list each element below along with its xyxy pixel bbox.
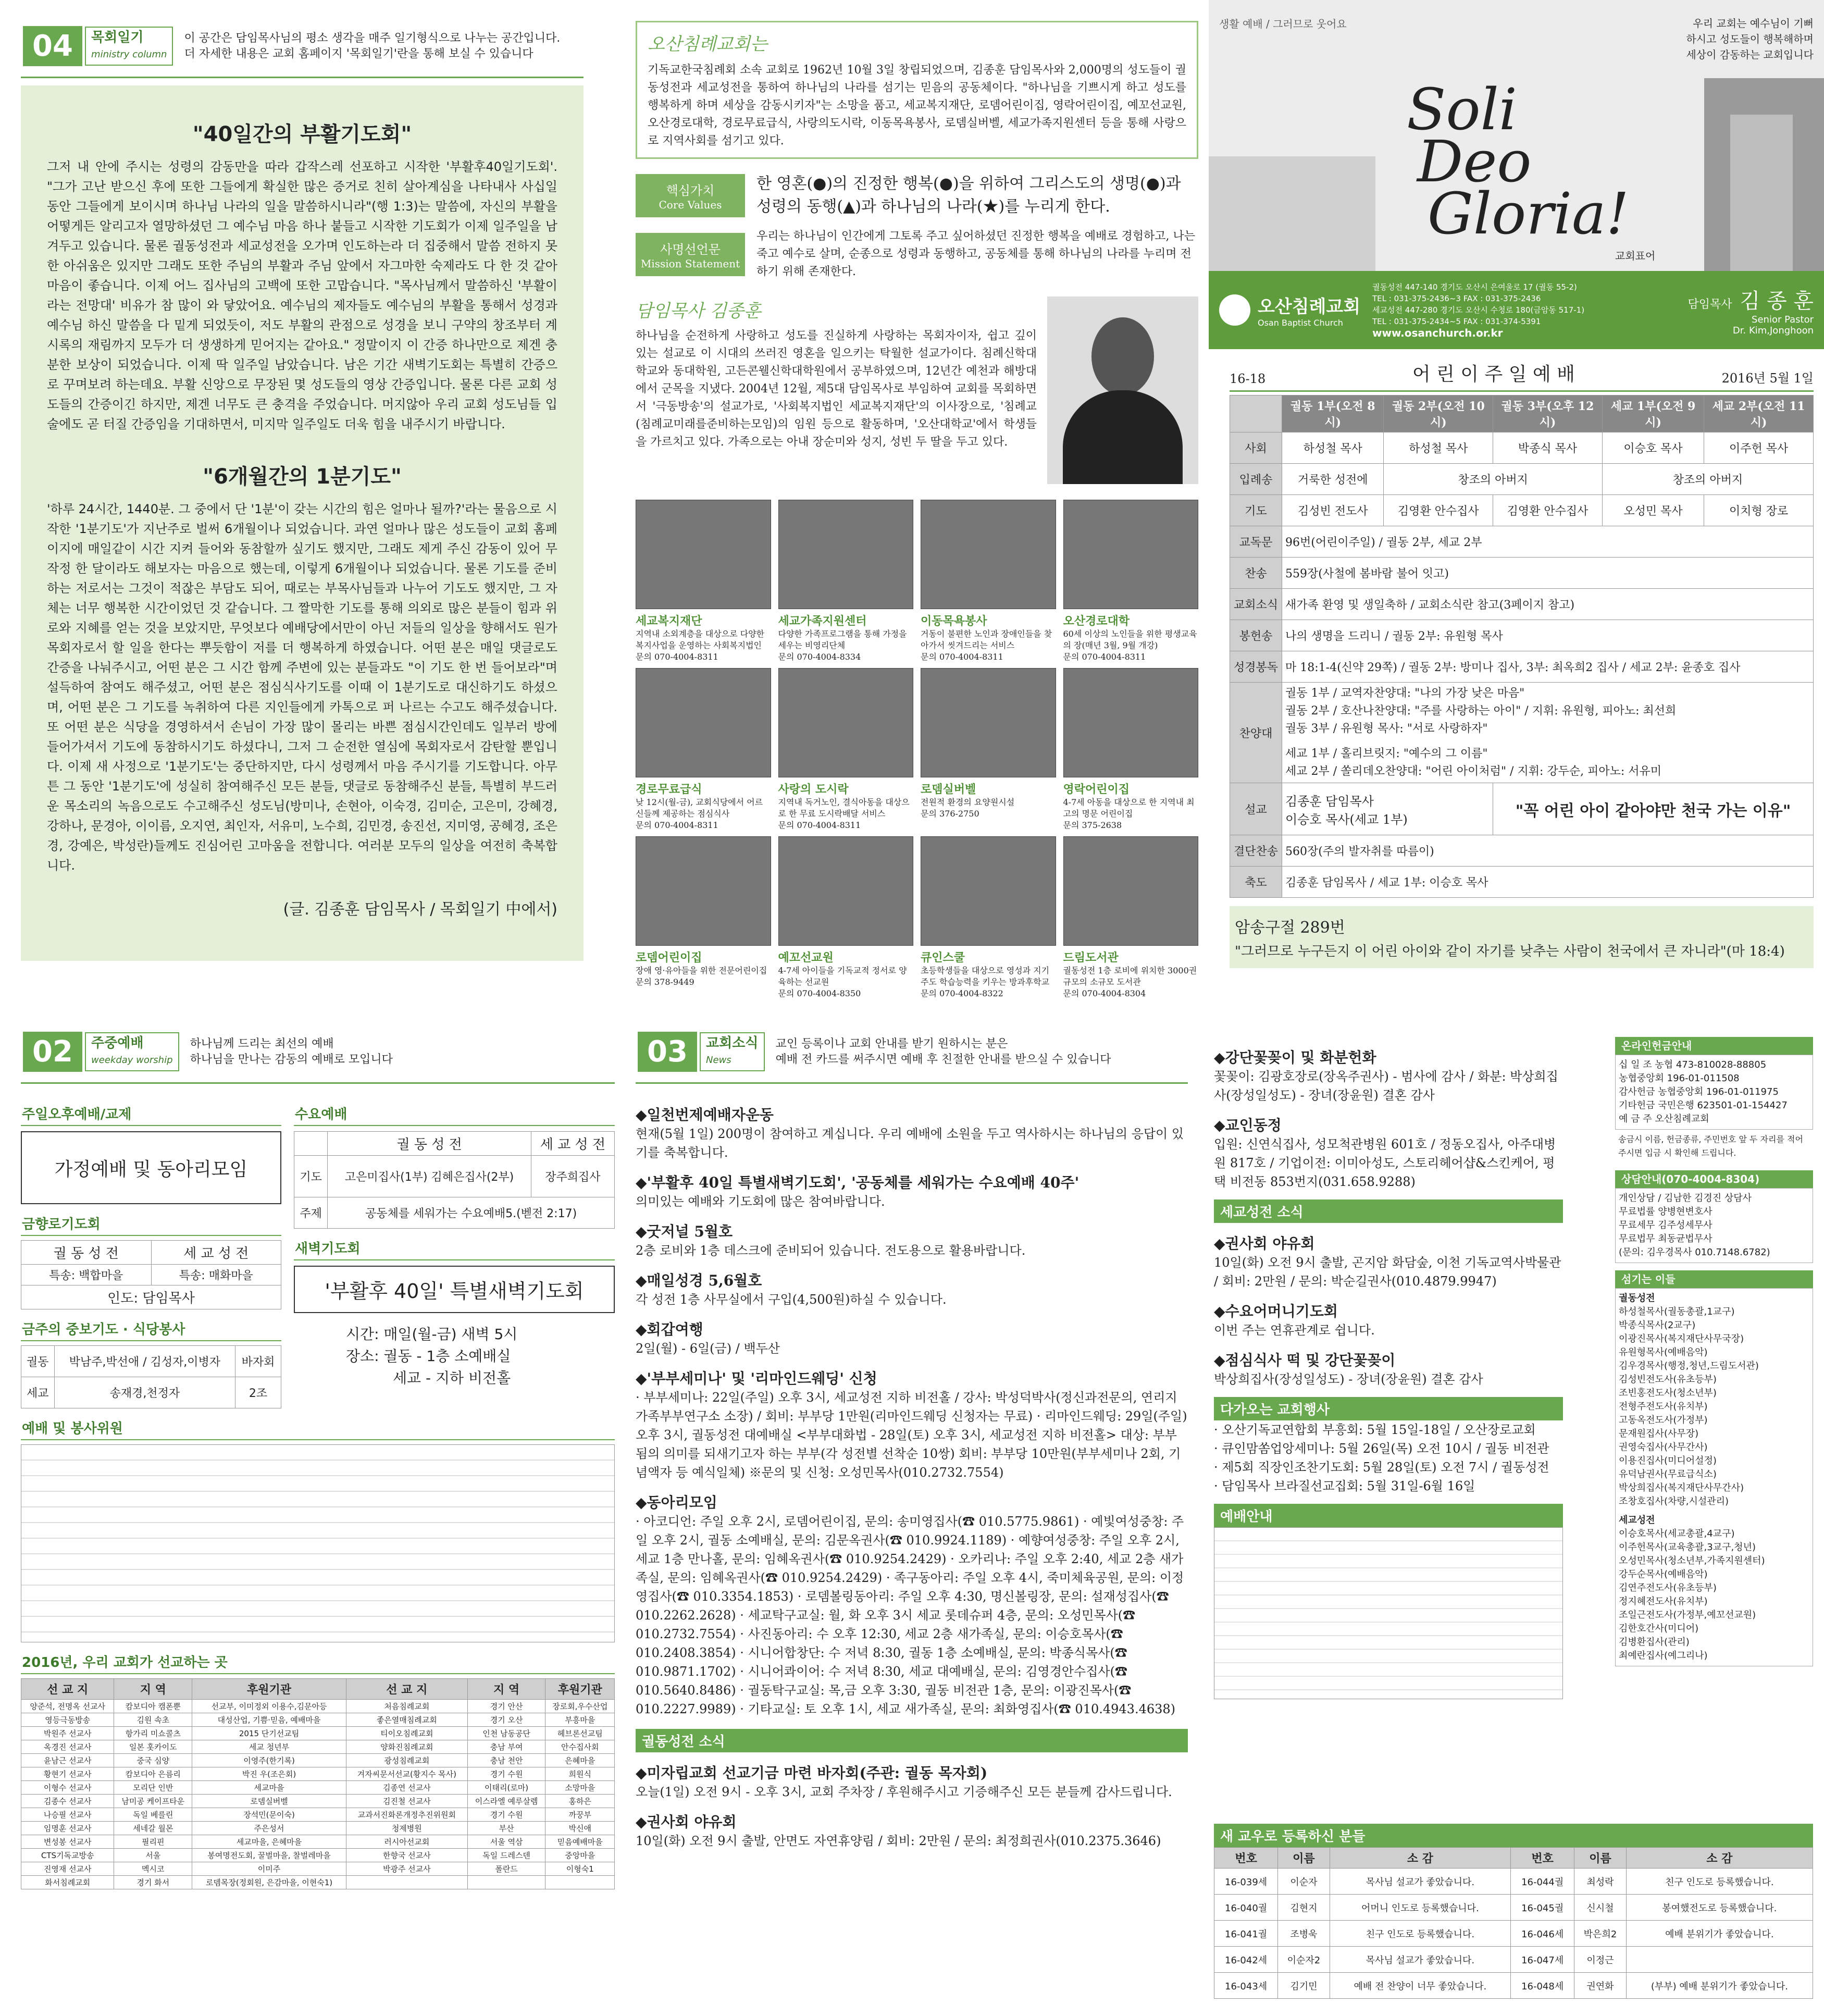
issue-number: 16-18 — [1230, 372, 1266, 386]
column-body-1: 그저 내 안에 주시는 성령의 감동만을 따라 갑작스레 선포하고 시작한 '부활후40일기도회'. "그가 고난 받으신 후에 또한 그들에게 확실한 많은 증거로 친히 살아계심을 나타내사 사십일 동안 그들에게 보이시며 하나님 나라의 일을 말씀하시니라"(행 1:3)는 말씀에, 자신의 부활을 어떻게든 알리고자 열망하셨던 그 예수님 마음 하나 붙들고 시작한 기도회가 이제 일주일을 남겨두고 있습니다. 물론 궐동성전과 세교성전을 오가며 인도하는라 더 집중해서 말씀 전하지 못한 아쉬움은 있지만 그래도 또한 주님의 부활과 주님 앞에서 자그마한 숙제라도 다 한 것 같아 마음이 좋습니다. 이제 어느 집사님의 고백에 또한 고맙습니다. "목사님께서 말씀하신 '부활이라는 전망대' 비유가 참 많이 와 닿았어요. 예수님의 제자들도 예수님의 부활을 통해서 성경과 예수님 하신 말씀을 다 밑게 되었듯이, 저도 부활의 관점으로 성경을 보니 구약의 창조부터 계시록의 재림까지 모두가 더 생생하게 믿어지는 같아요." 정말이지 이 간증 하나만으로 제겐 충분한 보상이 되었습니다. 이제 딱 일주일 남았습니다. 남은 기간 새벽기도회는 특별히 간증으로 꾸며보려 하는데요. 부활 신앙으로 무장된 몇 성도들의 영상 간증입니다. 물론 다른 교회 성도들의 간증이긴 하지만, 제겐 너무도 큰 충격을 주었습니다. 머지않아 우리 교회 성도님들 입술에도 곧 터질 간증임을 기대하면서, 미지막 일주일도 더욱 힘을 내주시기 바랍니다. — [47, 159, 557, 431]
ministry-phone: 문의 070-4004-8334 — [778, 652, 861, 662]
counseling-item: (문의: 김우경목사 010.7148.6782) — [1619, 1247, 1770, 1258]
table-row: 박원주 선교사 항가리 미쇼콜츠 2015 단기선교팀 티이오침례교회 인천 남동공단 헤브론선교팀 — [21, 1727, 615, 1740]
sunday-afternoon-heading: 주일오후예배/교제 — [21, 1102, 281, 1126]
ministry-card — [778, 836, 914, 999]
column-title-1: "40일간의 부활기도회" — [192, 122, 412, 146]
ministry-photo — [778, 668, 914, 777]
ministry-photo — [1063, 836, 1199, 946]
church-intro-heading: 오산침례교회는 — [648, 34, 767, 55]
counseling-item: 무료법률 양병현변호사 — [1619, 1206, 1713, 1217]
section-tag: 주중예배 weekday worship — [85, 1032, 179, 1071]
news-item-body: 꽃꽂이: 김광호장로(장옥주권사) - 범사에 감사 / 화분: 박상희집사(장성일성도) - 장녀(장윤원) 결혼 감사 — [1214, 1069, 1558, 1103]
news-item-title: ◆동아리모임 — [636, 1494, 717, 1511]
ministry-card — [921, 836, 1056, 999]
news-item-body: 2층 로비와 1층 데스크에 준비되어 있습니다. 전도용으로 활용바랍니다. — [636, 1243, 1026, 1258]
service-heading: 예배 및 봉사위원 — [21, 1416, 615, 1440]
news-item-title: ◆일천번제예배자운동 — [636, 1106, 774, 1123]
motto-line-2: Deo — [1417, 128, 1532, 195]
news-item-title: ◆강단꽃꽂이 및 화분헌화 — [1214, 1049, 1376, 1066]
ministry-title: 이동목욕봉사 — [921, 614, 987, 628]
table-row: 영등극동방송 김원 속초 대성산업, 기쁨·믿음, 예배마을 좋은열매침례교회 경기 오산 부흥마을 — [21, 1713, 615, 1727]
news-item-body: 의미있는 예배와 기도회에 많은 참여바랍니다. — [636, 1194, 885, 1209]
staff-item: 이용진집사(미디어설정) — [1619, 1455, 1717, 1466]
ministry-desc: 전원적 환경의 요양원시설 — [921, 797, 1015, 807]
ministry-card — [636, 500, 771, 663]
worship-date: 2016년 5월 1일 — [1721, 371, 1814, 386]
section-tag: 교회소식 News — [700, 1032, 764, 1071]
mission-heading: 2016년, 우리 교회가 선교하는 곳 — [21, 1650, 615, 1674]
ministry-phone: 문의 070-4004-8311 — [636, 820, 718, 830]
pastor-bio: 하나님을 순전하게 사랑하고 성도를 진실하게 사랑하는 목회자이자, 쉽고 깊이 있는 설교로 이 시대의 쓰러진 영혼을 일으키는 탁월한 설교가이다. 침례신학대학교와 동대학원, 고든콘웰신학대학원에서 공부하였으며, 12년간 예천과 해방대에서 군목을 지냈다. 2004년 12월, 제5대 담임목사로 부임하여 교회를 목회하면서 '극동방송'의 설교가로, '사회복지법인 세교복지재단'의 이사장으로, '침례교(침례교미래를준비하는모임)의 임원 등으로 활동하며, '오산대학교'에서 학생들을 가르치고 있다. 가족으로는 아내 장순미와 성지, 성빈 두 딸을 두고 있다. — [636, 329, 1037, 449]
mission-text: 우리는 하나님이 인간에게 그토록 주고 싶어하셨던 진정한 행복을 예배로 경험하고, 나는 죽고 예수로 살며, 순종으로 성령과 동행하고, 공동체를 통해 하나님의 나라를 누리며 전하기 위해 존재한다. — [756, 230, 1195, 278]
ministry-phone: 문의 070-4004-8311 — [778, 820, 861, 830]
newcomers-heading: 새 교우로 등록하신 분들 — [1214, 1824, 1813, 1847]
online-offering-note: 송금시 이름, 헌금종류, 주민번호 앞 두 자리를 적어주시면 입금 시 확인해 드립니다. — [1618, 1134, 1803, 1158]
event-item: · 담임목사 브라질선교집회: 5월 31일-6월 16일 — [1214, 1479, 1475, 1493]
ministry-photo — [778, 500, 914, 609]
staff-item: 유원형목사(예배음악) — [1619, 1347, 1708, 1358]
table-row: 16-042세 이순자2 목사님 설교가 좋았습니다. 16-047세 이정근 — [1214, 1947, 1813, 1973]
worship-title: 어 린 이 주 일 예 배 — [1412, 364, 1575, 385]
ministry-desc: 거동이 불편한 노인과 장애인들을 찾아가서 씻겨드리는 서비스 — [921, 629, 1052, 650]
friday-prayer-heading: 금향로기도회 — [21, 1211, 281, 1236]
staff-item: 강두순목사(예배음악) — [1619, 1569, 1708, 1580]
staff-heading: 섬기는 이들 — [1615, 1270, 1813, 1288]
table-row: 16-041궐 조병욱 친구 인도로 등록했습니다. 16-046세 박은희2 예배 분위기가 좋았습니다. — [1214, 1921, 1813, 1947]
ministry-card — [636, 836, 771, 999]
ministries-grid — [636, 500, 1198, 999]
page-number: 02 — [23, 1032, 82, 1072]
column-signature: (글. 김종훈 담임목사 / 목회일기 中에서) — [283, 900, 557, 919]
column-title-2: "6개월간의 1분기도" — [203, 465, 402, 489]
event-item: · 오산기독교연합회 부흥회: 5월 15일-18일 / 오산장로교회 — [1214, 1423, 1536, 1437]
church-name: 오산침례교회 — [1258, 296, 1361, 317]
ministry-title: 오산경로대학 — [1063, 614, 1130, 628]
pastor-photo — [1047, 296, 1198, 484]
news-item-body: 10일(화) 오전 9시 출발, 안면도 자연휴양림 / 회비: 2만원 / 문의: 최정희권사(010.2375.3646) — [636, 1834, 1161, 1848]
cover-image — [1209, 0, 1824, 271]
schedule-table — [1214, 1527, 1563, 1699]
ministry-card — [778, 500, 914, 663]
news-item-body: 이번 주는 연휴관계로 쉽니다. — [1214, 1323, 1375, 1338]
cover-page — [1209, 0, 1824, 1000]
ministry-desc: 지역내 소외계층을 대상으로 다양한 복지사업을 운영하는 사회복지법인 — [636, 629, 765, 650]
ministry-card — [921, 668, 1056, 831]
news-item-title: ◆'부활후 40일 특별새벽기도회', '공동체를 세워가는 수요예배 40주' — [636, 1174, 1079, 1191]
news-item-body: 2일(월) - 6일(금) / 백두산 — [636, 1341, 780, 1356]
ministry-photo — [921, 500, 1056, 609]
staff-item: 문재원집사(사무장) — [1619, 1428, 1699, 1439]
cover-tagline: 우리 교회는 예수님이 기뻐하시고 성도들이 행복해하며 세상이 감동하는 교회입니다 — [1686, 17, 1814, 61]
motto-line-3: Gloria! — [1428, 180, 1629, 247]
ministry-photo — [1063, 500, 1199, 609]
staff-item: 권영숙집사(사무간사) — [1619, 1442, 1708, 1453]
ministry-phone: 문의 070-4004-8311 — [636, 652, 718, 662]
ministry-title: 사랑의 도시락 — [778, 783, 849, 796]
staff-item: 조일근전도사(가정부,예꼬선교원) — [1619, 1610, 1756, 1621]
worship-order-table: 궐동 1부(오전 8시) 궐동 2부(오전 10시) 궐동 3부(오후 12시) 세교 1부(오전 9시) 세교 2부(오전 11시) 사회 하성철 목사 하성철 목사 박종식 목사 이승호 목사 이주헌 목사 입례송 거룩한 성전에 창조의 아버지 창조의 아버지 기도 김성빈 전도사 김영환 안수집사 김영환 안수집사 오성민 목사 이치형 장로 교독문 96번(어린이주일) / 궐동 2부, 세교 2부 찬송 559장(사철에 봄바람 불어 잇고) 교회소식 새가족 환영 및 생일축하 / 교회소식란 참고(3페이지 참고) 봉헌송 나의 생명을 드리니 / 궐동 2부: 유원형 목사 성경봉독 마 18:1-4(신약 29쪽) / 궐동 2부: 방미나 집사, 3부: 최옥희2 집사 / 세교 2부: 윤종호 집사 찬양대 궐동 1부 / 교역자찬양대: "나의 가장 낮은 마음" 궐동 2부 / 호산나찬양대: "주를 사랑하는 아이" / 지휘: 유원형, 피아노: 최선희 궐동 3부 / 유원형 목사: "서로 사랑하자" 세교 1부 / 홀리브릿지: "예수의 그 이름" 세교 2부 / 쏠리데오찬양대: "어린 아이처럼" / 지휘: 강두순, 피아노: 서유미 설교 김종훈 담임목사 이승호 목사(세교 1부) "꼭 어린 아이 같아야만 천국 가는 이유" 결단찬송 560장(주의 발자취를 따름이) 축도 김종훈 담임목사 / 세교 1부: 이승호 목사 — [1230, 395, 1814, 898]
table-row: 16-039세 이순자 목사님 설교가 좋았습니다. 16-044궐 최성락 친구 인도로 등록했습니다. — [1214, 1869, 1813, 1895]
news-item-body: · 아코디언: 주일 오후 2시, 로뎀어린이집, 문의: 송미영집사(☎ 010.5775.9861) · 예빛여성중창: 주일 오후 2시, 궐동 소예배실, 문의: 김문옥권사(☎ 010.9924.1189) · 예향여성중창: 주일 오후 2시, 세교 1층 만나홀, 문의: 임혜옥권사(☎ 010.9254.2429) · 오카리나: 주일 오후 2:40, 세교 2층 새가족실, 문의: 임혜옥권사(☎ 010.9254.2429) · 족구동아리: 주일 오후 4시, 죽미체육공원, 문의: 이정영집사(☎ 010.3354.1853) · 로뎀볼링동아리: 주일 오후 4:30, 명신볼링장, 문의: 설재성집사(☎ 010.2262.2628) · 세교탁구교실: 월, 화 오후 3시 세교 롯데슈퍼 4층, 문의: 오성민목사(☎ 010.2732.7554) · 사진동아리: 수 오후 12:30, 세교 2층 새가족실, 문의: 이승호목사(☎ 010.2408.3854) · 시니어합창단: 수 저녁 8:30, 궐동 1층 소예배실, 문의: 박종식목사(☎ 010.9871.1702) · 시니어콰이어: 수 저녁 8:30, 세교 대예배실, 문의: 김영경안수집사(☎ 010.5640.8486) · 궐동탁구교실: 목,금 오후 3:30, 궐동 비전관 1층, 문의: 이광진목사(☎ 010.2227.9989) · 기타교실: 토 오후 1시, 세교 새가족실, 문의: 최화영집사(☎ 010.4943.4638) — [636, 1514, 1184, 1716]
staff-item: 전형주전도사(유치부) — [1619, 1401, 1708, 1412]
ministry-title: 세교복지재단 — [636, 614, 702, 628]
dawn-prayer-box: '부활후 40일' 특별새벽기도회 — [294, 1266, 615, 1313]
section-tag: 목회일기 ministry column — [85, 27, 173, 66]
news-middle-column — [1214, 1037, 1563, 1699]
ministry-photo — [921, 836, 1056, 946]
table-row: 나승필 선교사 독일 베를린 장석민(문이숙) 교과서진화론개정추진위원회 경기 수원 까꿍부 — [21, 1808, 615, 1822]
ministry-title: 드림도서관 — [1063, 951, 1119, 964]
page-number: 04 — [23, 26, 82, 66]
ministry-photo — [921, 668, 1056, 777]
news-item-body: 10일(화) 오전 9시 출발, 곤지암 화담숲, 이천 기독교역사박물관 / 회비: 2만원 / 문의: 박순길권사(010.4879.9947) — [1214, 1255, 1561, 1289]
events-heading: 다가오는 교회행사 — [1214, 1397, 1563, 1420]
website-link[interactable]: www.osanchurch.or.kr — [1372, 327, 1503, 339]
mission-label: 사명선언문 Mission Statement — [636, 233, 745, 276]
address-1: 궐동성전 447-140 경기도 오산시 은여울로 17 (궐동 55-2) — [1372, 282, 1577, 292]
ministry-title: 예꼬선교원 — [778, 951, 834, 964]
news-item-body: · 부부세미나: 22일(주일) 오후 3시, 세교성전 지하 비전홀 / 강사: 박성덕박사(정신과전문의, 연리지가족부부연구소 소장) / 회비: 부부당 1만원(리마인드웨딩 신청자는 무료) · 리마인드웨딩: 29일(주일) 오후 3시, 궐동성전 대예배실 <부부대화법 - 28일(토) 오후 3시, 세교성전 지하 비전홀> 대상: 부부됨의 의미를 되새기고자 하는 부부(각 성전별 선착순 10쌍) 회비: 부부당 10만원(부부세미나 2회, 기념액자 등 예식일체) ※문의 및 신청: 오성민목사(010.2732.7554) — [636, 1390, 1187, 1480]
news-item-title: ◆권사회 야유회 — [636, 1813, 737, 1831]
ministry-phone: 문의 070-4004-8311 — [1063, 652, 1146, 662]
ministry-card — [1063, 668, 1199, 831]
news-item-title: ◆점심식사 떡 및 강단꽃꽂이 — [1214, 1352, 1396, 1369]
ministry-title: 경로무료급식 — [636, 783, 702, 796]
pastor-name-en: Dr. Kim,Jonghoon — [1732, 325, 1814, 336]
online-offering-heading: 온라인헌금안내 — [1615, 1037, 1813, 1055]
news-item-body: 박상희집사(장성일성도) - 장녀(장윤원) 결혼 감사 — [1214, 1372, 1483, 1387]
staff-item: 김우경목사(행정,청년,드림도서관) — [1619, 1361, 1759, 1371]
ministry-title: 로뎀실버벨 — [921, 783, 976, 796]
gwoldong-news-heading: 궐동성전 소식 — [636, 1729, 1188, 1752]
ministry-phone: 문의 376-2750 — [921, 809, 979, 819]
ministry-phone: 문의 375-2638 — [1063, 820, 1122, 830]
ministry-phone: 문의 378-9449 — [636, 977, 694, 987]
staff-item: 유덕남권사(무료급식소) — [1619, 1469, 1717, 1480]
staff-item: 이광진목사(복지재단사무국장) — [1619, 1333, 1744, 1344]
section-description: 하나님께 드리는 최선의 예배 하나님을 만나는 감동의 예배로 모입니다 — [190, 1037, 393, 1066]
ministry-card — [1063, 836, 1199, 999]
ministry-photo — [778, 836, 914, 946]
ministry-desc: 낮 12시(월-금), 교회식당에서 어르신들께 제공하는 점심식사 — [636, 797, 763, 819]
counseling-item: 개인상담 / 김남한 김경진 상담사 — [1619, 1193, 1752, 1204]
newcomers-section — [1214, 1824, 1813, 1999]
table-row: 옥경진 선교사 일본 홋카이도 세교 청년부 양화진침례교회 충남 부여 안수집사회 — [21, 1740, 615, 1754]
news-item-title: ◆미자립교회 선교기금 마련 바자회(주관: 궐동 목자회) — [636, 1764, 988, 1782]
ministry-phone: 문의 070-4004-8304 — [1063, 988, 1146, 998]
service-roster-table — [21, 1444, 615, 1642]
event-item: · 제5회 직장인조찬기도회: 5월 28일(토) 오전 7시 / 궐동성전 — [1214, 1460, 1549, 1475]
page-3 — [636, 1026, 1813, 2006]
table-row: 변성봉 선교사 필리핀 세교마을, 은혜마을 러시아선교회 서울 역삼 믿음예배마을 — [21, 1835, 615, 1849]
sunday-afternoon-text: 가정예배 및 동아리모임 — [21, 1131, 281, 1204]
ministry-desc: 다양한 가족프로그램을 통해 가정을 세우는 비영리단체 — [778, 629, 907, 650]
newcomers-table: 번호 이름 소 감 번호 이름 소 감 16-039세 이순자 목사님 설교가 좋았습니다. 16-044궐 최성락 친구 인도로 등록했습니다. 16-040궐 김현지 어머니 인도로 등록했습니다. 16-045궐 신시철 봉여했전도로 등록했습니다. 16-041궐 조병욱 친구 인도로 등록했습니다. 16-046세 박은희2 예배 분위기가 좋았습니다. 16-042세 이순자2 목사님 설교가 좋았습니다. 16-047세 이정근 16-043세 김기민 예배 전 찬양이 너무 좋았습니다. 16-048세 권연화 (부부) 예배 분위기가 좋았습니다. — [1214, 1847, 1813, 1999]
church-banner — [1209, 271, 1824, 349]
table-row: 16-043세 김기민 예배 전 찬양이 너무 좋았습니다. 16-048세 권연화 (부부) 예배 분위기가 좋았습니다. — [1214, 1973, 1813, 1999]
staff-item: 정지혜전도사(유치부) — [1619, 1596, 1708, 1607]
ministry-desc: 60세 이상의 노인들을 위한 평생교육의 장(매년 3월, 9월 개강) — [1063, 629, 1197, 650]
news-item-title: ◆교인동정 — [1214, 1117, 1282, 1134]
pastor-name: 김 종 훈 — [1740, 289, 1814, 313]
counseling-heading: 상담안내(070-4004-8304) — [1615, 1170, 1813, 1188]
ministry-photo — [636, 668, 771, 777]
ministry-phone: 문의 070-4004-8350 — [778, 988, 861, 998]
column-body-2: '하루 24시간, 1440분. 그 중에서 단 '1분'이 갖는 시간의 힘은 얼마나 될까?'라는 물음으로 시작한 '1분기도'가 지난주로 벌써 6개월이나 되었습니다. 과연 얼마나 많은 성도들이 교회 홈페이지에 매일같이 시간 지켜 들어와 동참할까 싶기도 했지만, 그래도 제게 주신 감동이 있어 무작정 한 달이라도 해보자는 마음으로 했는데, 이렇게 6개월이나 되었습니다. 물론 기도를 준비하는 저로서는 그것이 적잖은 부담도 되어, 때로는 부목사님들과 나누어 기도도 했지만, 그 자체는 너무 행복한 시간이었던 것 같습니다. 그 짤막한 기도를 통해 의외로 많은 분들이 힘과 위로와 지혜를 얻는 것을 보았지만, 무엇보다 예배당에서만이 아닌 저들의 일상을 향해서도 원가 목회자로서 할 일을 한다는 뿌듯함이 저를 더 행복하게 하였습니다. 어떤 분은 매일 댓글로도 간증을 나눠주시고, 어떤 분은 그 시간 함께 주변에 있는 분들과도 "이 기도 한 번 들어보라"며 설득하여 참여도 해주셨고, 어떤 분은 점심식사기도를 이때 이 1분기도로 대신하기도 하셨으며, 어떤 분은 그 기도를 녹취하여 다른 지인들에게 카톡으로 퍼 나르는 수고도 해주셨습니다. 또 어떤 분은 식당을 경영하셔서 손님이 가장 많이 몰리는 바쁜 점심시간인데도 일부러 방에 들어가셔서 기도에 동참하시기도 하셨다니, 그저 그 순전한 열심에 목회자로서 감탄할 뿐입니다. 이제 새 사정으로 '1분기도'는 중단하지만, 다시 성령께서 마음 주시기를 기도합니다. 아무튼 그 동안 '1분기도'에 성실히 참여해주신 모든 분들, 댓글로 동참해주신 분들, 특별히 부드러운 목소리의 녹음으로도 수고해주신 성도님(방미나, 손현아, 이숙경, 김미순, 고은미, 강혜경, 강하나, 문경아, 이이름, 오지연, 최인자, 서유미, 노수희, 김민경, 송진선, 지미영, 공혜경, 조은경, 강예은, 박성란)들께도 진심어린 고마움을 전합니다. 여러분 모두의 일상을 여전히 축복합니다. — [47, 502, 557, 873]
table-row: CTS기독교방송 서울 봉여명전도회, 꿀벌마을, 찰벌레마을 한향국 선교사 독일 드레스덴 중앙마을 — [21, 1849, 615, 1862]
tel-2: TEL : 031-375-2434~5 FAX : 031-374-5391 — [1372, 317, 1541, 326]
segyo-news-heading: 세교성전 소식 — [1214, 1199, 1563, 1223]
staff-item: 하성철목사(궐동총괄,1교구) — [1619, 1306, 1735, 1317]
wednesday-table: 궐 동 성 전 세 교 성 전 기도 고은미집사(1부) 김혜은집사(2부) 장주희집사 주제 공동체를 세워가는 수요예배5.(벧전 2:17) — [294, 1131, 615, 1229]
staff-item: 김연주전도사(유초등부) — [1619, 1582, 1717, 1593]
staff-item: 박종식목사(2교구) — [1619, 1320, 1696, 1331]
news-left-column — [636, 1094, 1188, 1850]
table-row: 황현기 선교사 캄보디아 은름리 박진 우(조은회) 겨자씨문서선교(황지수 목사) 경기 수원 희원식 — [21, 1767, 615, 1781]
ministry-photo — [636, 836, 771, 946]
ministry-card — [636, 668, 771, 831]
news-item-body: 현재(5월 1일) 200명이 참여하고 계십니다. 우리 예배에 소원을 두고 역사하시는 하나님의 응답이 있기를 축복합니다. — [636, 1127, 1184, 1160]
news-item-title: ◆굿저널 5월호 — [636, 1223, 733, 1240]
pastor-title-en: Senior Pastor — [1752, 314, 1814, 325]
cover-slogan: 생활 예배 / 그러므로 웃어요 — [1219, 18, 1347, 30]
pastor-heading: 담임목사 김종훈 — [636, 301, 761, 321]
page-1-intro — [636, 21, 1198, 998]
table-row: 양준석, 전명옥 선교사 캄보디아 캠폰뿐 선교부, 이미정외 이용수,김문아등 처음침례교회 경기 안산 장로회,우수산업 — [21, 1700, 615, 1713]
news-item-title: ◆'부부세미나' 및 '리마인드웨딩' 신청 — [636, 1370, 877, 1387]
friday-prayer-table: 궐 동 성 전 세 교 성 전 특송: 백합마을 특송: 매화마을 인도: 담임목사 — [21, 1240, 281, 1309]
table-row: 진영재 선교사 멕시코 이미주 박광주 선교사 폴란드 이형숙1 — [21, 1862, 615, 1876]
ministry-phone: 문의 070-4004-8322 — [921, 988, 1003, 998]
meal-service-heading: 금주의 중보기도 · 식당봉사 — [21, 1317, 281, 1341]
staff-item: 오성민목사(청소년부,가족지원센터) — [1619, 1555, 1765, 1566]
church-name-en: Osan Baptist Church — [1258, 318, 1343, 328]
online-item: 농협중앙회 196-01-011508 — [1619, 1073, 1740, 1084]
online-item: 예 금 주 오산침례교회 — [1619, 1114, 1709, 1124]
core-values-label: 핵심가치 Core Values — [636, 174, 745, 217]
ministry-title: 세교가족지원센터 — [778, 614, 867, 628]
core-values-text: 한 영혼(●)의 진정한 행복(●)을 위하여 그리스도의 생명(●)과 성령의 동행(▲)과 하나님의 나라(★)를 누리게 한다. — [756, 175, 1181, 216]
table-row: 16-040궐 김현지 어머니 인도로 등록했습니다. 16-045궐 신시철 봉여했전도로 등록했습니다. — [1214, 1895, 1813, 1921]
ministry-desc: 4-7세 아이들을 기독교적 정서로 양육하는 선교원 — [778, 966, 907, 987]
ministry-title: 큐인스쿨 — [921, 951, 965, 964]
ministry-desc: 장애 영·유아들을 위한 전문어린이집 — [636, 966, 767, 975]
dawn-prayer-details: 시간: 매일(월-금) 새벽 5시 장소: 궐동 - 1층 소예배실 세교 - 지하 비전홀 — [346, 1326, 518, 1387]
event-item: · 큐인맘쏨업앙세미나: 5월 26일(목) 오전 10시 / 궐동 비전관 — [1214, 1441, 1549, 1456]
counseling-item: 무료세무 김주성세무사 — [1619, 1220, 1713, 1231]
counseling-item: 무료법무 최동균법무사 — [1619, 1233, 1713, 1244]
ministry-photo — [1063, 668, 1199, 777]
staff-item: 최예란집사(예그리나) — [1619, 1650, 1708, 1661]
staff-group-gwoldong: 궐동성전 — [1619, 1293, 1655, 1304]
ministry-title: 영락어린이집 — [1063, 783, 1130, 796]
table-row: 이형수 선교사 모리단 인반 세교마을 김종연 선교사 이태리(로마) 소망마을 — [21, 1781, 615, 1795]
table-row: 임명훈 선교사 세네갈 월몬 주은성서 청제병원 부산 박신애 — [21, 1822, 615, 1835]
staff-item: 김한호간사(미디어) — [1619, 1623, 1699, 1634]
online-item: 기타헌금 국민은행 623501-01-154427 — [1619, 1100, 1788, 1111]
church-logo — [1219, 294, 1250, 326]
page-4 — [21, 21, 584, 974]
staff-item: 박상희집사(복지재단사무간사) — [1619, 1482, 1744, 1493]
pastor-label: 담임목사 — [1687, 298, 1732, 311]
section-description: 이 공간은 담임목사님의 평소 생각을 매주 일기형식으로 나누는 공간입니다. 더 자세한 내용은 교회 홈페이지 '목회일기'란을 통해 보실 수 있습니다 — [184, 31, 561, 60]
table-row: 김종수 선교사 남미공 케이프타운 로뎀실버벨 김진철 선교사 이스라엘 예루살렘 홍하은 — [21, 1795, 615, 1808]
news-item-body: 각 성전 1층 사무실에서 구입(4,500원)하실 수 있습니다. — [636, 1292, 947, 1307]
ministry-title: 로뎀어린이집 — [636, 951, 702, 964]
table-row: 화서침례교회 경기 화서 로뎀목장(정회원, 은감마을, 이현숙1) — [21, 1876, 615, 1889]
staff-item: 이주헌목사(교육총괄,3교구,청년) — [1619, 1542, 1756, 1553]
motto-line-1: Soli — [1407, 76, 1517, 143]
online-item: 감사헌금 농협중앙회 196-01-011975 — [1619, 1086, 1779, 1097]
news-item-title: ◆수요어머니기도회 — [1214, 1303, 1338, 1320]
ministry-desc: 초등학생들을 대상으로 영성과 지기주도 학습능력을 키우는 방과후학교 — [921, 966, 1050, 987]
church-intro: 기독교한국침례회 소속 교회로 1962년 10월 3일 창립되었으며, 김종훈 담임목사와 2,000명의 성도들이 궐동성전과 세교성전을 통하여 하나님의 나라를 섬기는 믿음의 공동체이다. "하나님을 기쁘시게 하고 성도를 행복하게 하며 세상을 감동시키자"는 소망을 품고, 세교복지재단, 로뎀어린이집, 영락어린이집, 예꼬선교원, 오산경로대학, 경로무료급식, 사랑의도시락, 이동목욕봉사, 로뎀실버벨, 세교가족지원센터 등을 통해 사랑으로 지역사회를 섬기고 있다. — [648, 64, 1186, 147]
table-row: 윤남근 선교사 중국 심양 이영주(한기록) 광성침례교회 충남 천안 은혜마을 — [21, 1754, 615, 1767]
column-box — [21, 85, 584, 961]
staff-item: 고동옥전도사(가정부) — [1619, 1415, 1708, 1426]
schedule-heading: 예배안내 — [1214, 1504, 1563, 1527]
online-item: 십 일 조 농협 473-810028-88805 — [1619, 1059, 1767, 1070]
motto-subtitle: 교회표어 — [1615, 250, 1656, 262]
ministry-card — [778, 668, 914, 831]
dawn-prayer-heading: 새벽기도회 — [294, 1236, 615, 1260]
page-number: 03 — [638, 1032, 697, 1072]
news-item-body: 입원: 신연식집사, 성모척관병원 601호 / 정동오집사, 아주대병원 817호 / 기업이전: 이미아성도, 스토리헤어샵&스킨케어, 평택 비전동 853번지(031.658.9288) — [1214, 1137, 1556, 1189]
wednesday-heading: 수요예배 — [294, 1102, 615, 1126]
news-item-title: ◆권사회 야유회 — [1214, 1235, 1315, 1252]
staff-item: 이승호목사(세교총괄,4교구) — [1619, 1528, 1735, 1539]
staff-item: 김성빈전도사(유초등부) — [1619, 1374, 1717, 1385]
ministry-desc: 4-7세 아동을 대상으로 한 지역내 최고의 명문 어린이집 — [1063, 797, 1195, 819]
staff-item: 조창호집사(차량,시설관리) — [1619, 1496, 1729, 1507]
meal-service-table: 궐동 박남주,박선애 / 김성자,이병자 바자회 세교 송재경,천정자 2조 — [21, 1345, 281, 1408]
ministry-photo — [636, 500, 771, 609]
ministry-desc: 궐동성전 1층 로비에 위치한 3000권 규모의 소규모 도서관 — [1063, 966, 1197, 987]
memory-verse: 암송구절 289번 "그러므로 누구든지 이 어린 아이와 같이 자기를 낮추는 사람이 천국에서 큰 자니라"(마 18:4) — [1230, 906, 1814, 968]
address-2: 세교성전 447-280 경기도 오산시 수청로 180(금암동 517-1) — [1372, 305, 1585, 315]
news-item-body: 오늘(1일) 오전 9시 - 오후 3시, 교회 주차장 / 후원해주시고 기증해주신 모든 분들께 감사드립니다. — [636, 1785, 1172, 1799]
news-right-column — [1615, 1037, 1813, 1666]
staff-item: 조빈홍전도사(청소년부) — [1619, 1388, 1717, 1399]
news-item-title: ◆회갑여행 — [636, 1321, 703, 1338]
tel-1: TEL : 031-375-2436~3 FAX : 031-375-2436 — [1372, 294, 1541, 303]
news-item-title: ◆매일성경 5,6월호 — [636, 1272, 762, 1289]
page-2 — [21, 1026, 615, 2006]
mission-table: 선 교 지 지 역 후원기관 선 교 지 지 역 후원기관 양준석, 전명옥 선교사 캄보디아 캠폰뿐 선교부, 이미정외 이용수,김문아등 처음침례교회 경기 안산 장로회,우수산업 영등극동방송 김원 속초 대성산업, 기쁨·믿음, 예배마을 좋은열매침례교회 경기 오산 부흥마을 박원주 선교사 항가리 미쇼콜츠 2015 단기선교팀 티이오침례교회 인천 남동공단 헤브론선교팀 옥경진 선교사 일본 홋카이도 세교 청년부 양화진침례교회 충남 부여 안수집사회 윤남근 선교사 중국 심양 이영주(한기록) 광성침례교회 충남 천안 은혜마을 황현기 선교사 캄보디아 은름리 박진 우(조은회) 겨자씨문서선교(황지수 목사) 경기 수원 희원식 이형수 선교사 모리단 인반 세교마을 김종연 선교사 이태리(로마) 소망마을 김종수 선교사 남미공 케이프타운 로뎀실버벨 김진철 선교사 이스라엘 예루살렘 홍하은 나승필 선교사 독일 베를린 장석민(문이숙) 교과서진화론개정추진위원회 경기 수원 까꿍부 임명훈 선교사 세네갈 월몬 주은성서 청제병원 부산 박신애 변성봉 선교사 필리핀 세교마을, 은혜마을 러시아선교회 서울 역삼 믿음예배마을 CTS기독교방송 서울 봉여명전도회, 꿀벌마을, 찰벌레마을 한향국 선교사 독일 드레스덴 중앙마을 진영재 선교사 멕시코 이미주 박광주 선교사 폴란드 이형숙1 화서침례교회 경기 화서 로뎀목장(정회원, 은감마을, 이현숙1) — [21, 1678, 615, 1889]
staff-item: 김병환집사(관리) — [1619, 1637, 1690, 1648]
ministry-card — [1063, 500, 1199, 663]
ministry-phone: 문의 070-4004-8311 — [921, 652, 1003, 662]
section-description: 교인 등록이나 교회 안내를 받기 원하시는 분은 예배 전 카드를 써주시면 예배 후 친절한 안내를 받으실 수 있습니다 — [775, 1037, 1111, 1066]
ministry-card — [921, 500, 1056, 663]
ministry-desc: 지역내 독거노인, 결식아동을 대상으로 한 무료 도시락배달 서비스 — [778, 797, 910, 819]
staff-group-segyo: 세교성전 — [1619, 1515, 1655, 1526]
